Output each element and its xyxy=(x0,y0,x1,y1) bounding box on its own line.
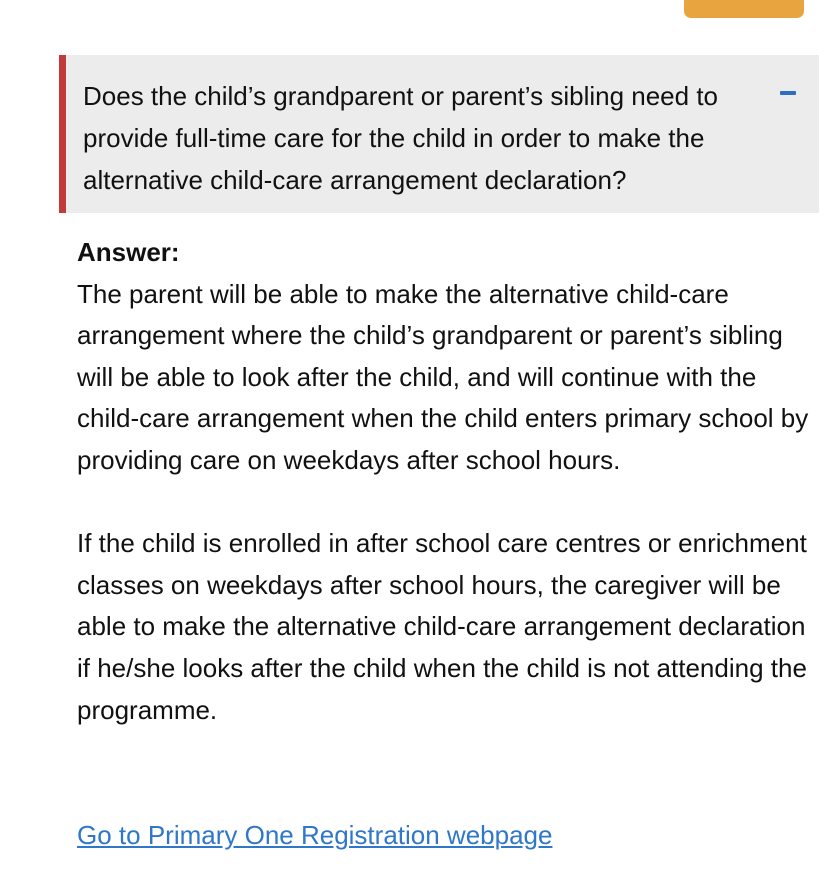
top-action-button[interactable] xyxy=(684,0,804,18)
minus-icon[interactable] xyxy=(780,91,796,95)
answer-heading: Answer: xyxy=(77,237,180,267)
faq-question-header[interactable] xyxy=(59,55,819,213)
answer-paragraph-1: The parent will be able to make the alternative child-care arrangement where the child’s grandparent or parent’s sibling will be able to look after the child, and will continue with the child-care arrangement when the child enters primary school by providing care on weekdays after school hours. xyxy=(77,278,809,475)
answer-panel xyxy=(77,232,817,731)
answer-paragraph-2: If the child is enrolled in after school care centres or enrichment classes on weekdays after school hours, the caregiver will be able to make the alternative child-care arrangement declaration if he/she looks after the child when the child is not attending the programme. xyxy=(77,528,807,725)
registration-webpage-link[interactable]: Go to Primary One Registration webpage xyxy=(77,820,553,850)
faq-question-text: Does the child’s grandparent or parent’s sibling need to provide full-time care for the child in order to make the alternative child-care arrangement declaration? xyxy=(83,81,719,195)
